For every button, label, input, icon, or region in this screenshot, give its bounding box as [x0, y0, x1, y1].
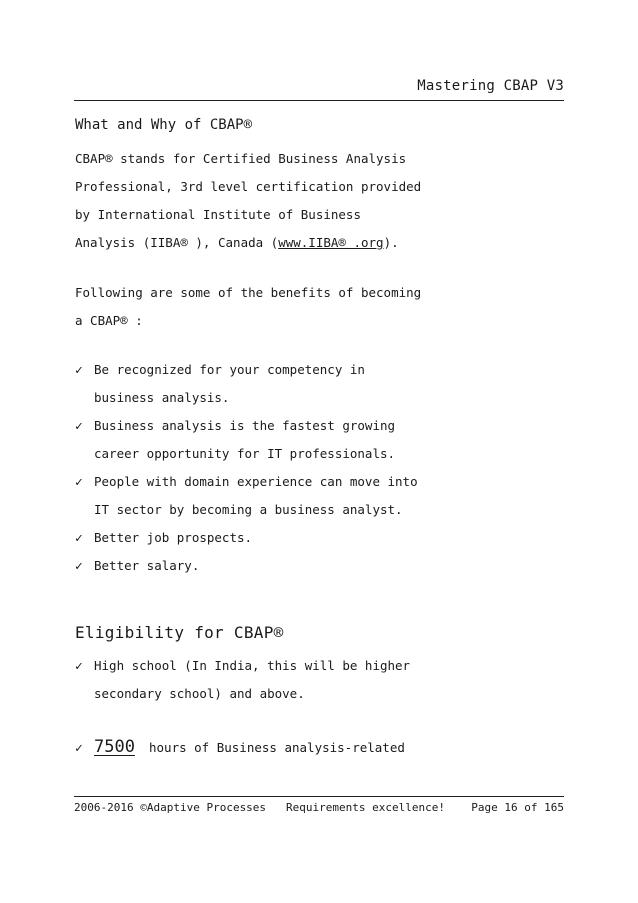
footer-page-number: Page 16 of 165 [471, 801, 564, 814]
check-mark-icon: ✓ [75, 363, 83, 378]
list-item [75, 418, 395, 434]
list-item [75, 474, 418, 490]
paragraph-text: Analysis (IIBA® ), Canada ( [75, 235, 279, 250]
page-footer [74, 796, 564, 819]
paragraph-line [75, 235, 399, 250]
section-heading-eligibility: Eligibility for CBAP® [75, 623, 284, 642]
section-heading-what-why: What and Why of CBAP® [75, 117, 253, 133]
hours-value: 7500 [94, 737, 135, 757]
list-item-text: Be recognized for your competency in [94, 362, 365, 377]
list-item [75, 658, 410, 674]
check-mark-icon: ✓ [75, 419, 83, 434]
check-mark-icon: ✓ [75, 531, 83, 546]
paragraph-line: a CBAP® : [75, 313, 143, 328]
list-item-continuation: career opportunity for IT professionals. [94, 446, 396, 461]
list-item-text: Better salary. [94, 558, 200, 573]
paragraph-line: Professional, 3rd level certification provided [75, 179, 422, 194]
paragraph-text: ). [383, 235, 399, 250]
check-mark-icon: ✓ [75, 559, 83, 574]
list-item-text: hours of Business analysis-related [149, 740, 405, 755]
list-item-text: Business analysis is the fastest growing [94, 418, 396, 433]
paragraph-line: Following are some of the benefits of becoming [75, 285, 422, 300]
page-header [74, 74, 564, 101]
paragraph-line: CBAP® stands for Certified Business Analysis [75, 151, 407, 166]
list-item-text: Better job prospects. [94, 530, 253, 545]
footer-copyright: 2006-2016 ©Adaptive Processes [74, 801, 267, 814]
header-title: Mastering CBAP V3 [417, 78, 564, 94]
list-item-text: People with domain experience can move into [94, 474, 418, 489]
list-item [75, 558, 199, 574]
list-item-continuation: secondary school) and above. [94, 686, 305, 701]
footer-tagline: Requirements excellence! [286, 801, 445, 814]
list-item [75, 362, 365, 378]
iiba-website-link[interactable]: www.IIBA® .org [278, 235, 384, 250]
check-mark-icon: ✓ [75, 475, 83, 490]
list-item [75, 737, 405, 757]
list-item-continuation: IT sector by becoming a business analyst. [94, 502, 403, 517]
list-item [75, 530, 252, 546]
list-item-continuation: business analysis. [94, 390, 230, 405]
check-mark-icon: ✓ [75, 741, 83, 756]
list-item-text: High school (In India, this will be higher [94, 658, 411, 673]
check-mark-icon: ✓ [75, 659, 83, 674]
paragraph-line: by International Institute of Business [75, 207, 361, 222]
